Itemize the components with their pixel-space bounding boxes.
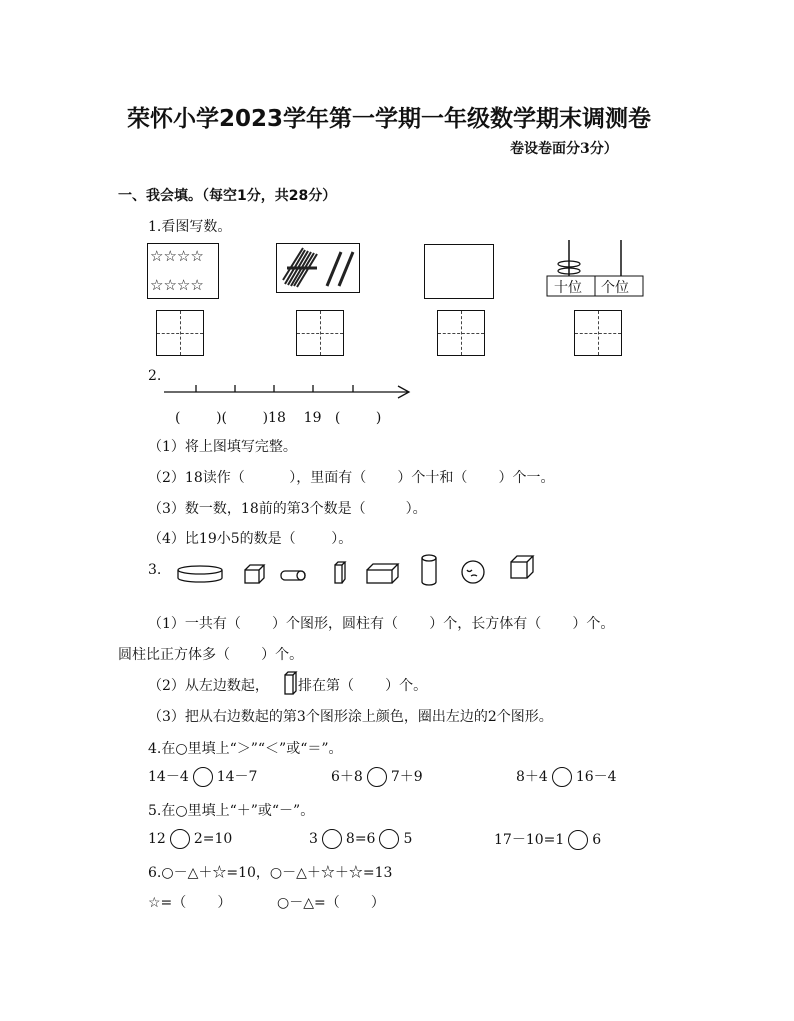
q6-label: 6.○－△＋☆=10，○－△＋☆＋☆=13 [148, 865, 393, 881]
q2-part3: （3）数一数，18前的第3个数是（ ）。 [148, 501, 427, 517]
page-subtitle: 卷设卷面分3分） [510, 141, 618, 157]
q3-part1-line2: 圆柱比正方体多（ ）个。 [118, 647, 304, 663]
compare-circle-3[interactable] [552, 767, 572, 787]
q5-expression-3 [494, 829, 601, 850]
q5-expression-1 [148, 829, 232, 849]
stars-row-1: ☆☆☆☆ [150, 247, 204, 265]
operator-circle-2[interactable] [322, 829, 342, 849]
operator-circle-4[interactable] [568, 830, 588, 850]
q5-label: 5.在○里填上“＋”或“－”。 [148, 803, 315, 819]
answer-grid-2[interactable] [296, 310, 344, 356]
q4-e1-left: 14－4 [148, 769, 189, 785]
q2-part2: （2）18读作（ ），里面有（ ）个十和（ ）个一。 [148, 470, 555, 486]
q4-e3-left: 8＋4 [516, 769, 548, 785]
q5-expression-2 [309, 829, 412, 849]
q2-part1: （1）将上图填写完整。 [148, 439, 297, 455]
q5-e1-left: 12 [148, 831, 166, 847]
q4-expression-1 [148, 766, 257, 787]
abacus-ones-label: 个位 [601, 280, 629, 296]
q4-expression-3 [516, 766, 617, 787]
sticks-picture [276, 243, 360, 293]
q4-expression-2 [331, 766, 423, 787]
answer-grid-1[interactable] [156, 310, 204, 356]
q1-label: 1.看图写数。 [148, 219, 232, 235]
q3-part2-before: （2）从左边数起， [148, 678, 269, 694]
q2-part4: （4）比19小5的数是（ ）。 [148, 531, 353, 547]
q4-e1-right: 14－7 [216, 769, 258, 785]
q6-answer-star: ☆=（ ） [148, 895, 232, 911]
compare-circle-2[interactable] [367, 767, 387, 787]
number-line-labels: ( )( )18 19 ( ) [175, 410, 382, 426]
q5-e1-right: 2=10 [193, 831, 233, 847]
thin-cuboid-icon [284, 670, 298, 696]
q5-e2-left: 3 [309, 831, 318, 847]
section-heading: 一、我会填。（每空1分，共28分） [118, 188, 337, 204]
q3-label: 3. [148, 562, 162, 578]
number-line [160, 382, 420, 402]
compare-circle-1[interactable] [193, 767, 213, 787]
q5-e3-right: 6 [592, 832, 602, 848]
page-title: 荣怀小学2023学年第一学期一年级数学期末调测卷 [127, 106, 652, 132]
q2-label: 2. [148, 368, 162, 384]
q5-e3-left: 17－10=1 [494, 832, 565, 848]
q6-answer-diff: ○－△=（ ） [277, 895, 385, 911]
blank-picture [424, 244, 494, 299]
answer-grid-3[interactable] [437, 310, 485, 356]
q3-part3: （3）把从右边数起的第3个图形涂上颜色，圈出左边的2个图形。 [148, 709, 553, 725]
q4-e2-right: 7＋9 [390, 769, 423, 785]
q4-e2-left: 6＋8 [331, 769, 363, 785]
q5-e2-right: 5 [403, 831, 413, 847]
q5-e2-middle: 8=6 [345, 831, 376, 847]
q3-part2-after: 排在第（ ）个。 [298, 678, 428, 694]
abacus-tens-label: 十位 [554, 280, 582, 296]
stars-picture [147, 243, 219, 299]
stick-bundle-icon [277, 244, 361, 294]
operator-circle-1[interactable] [170, 829, 190, 849]
stars-row-2: ☆☆☆☆ [150, 276, 204, 294]
q4-label: 4.在○里填上“＞”“＜”或“＝”。 [148, 741, 343, 757]
q4-e3-right: 16－4 [575, 769, 617, 785]
solid-shapes-row [170, 548, 570, 588]
operator-circle-3[interactable] [379, 829, 399, 849]
answer-grid-4[interactable] [574, 310, 622, 356]
q3-part1-line1: （1）一共有（ ）个图形，圆柱有（ ）个，长方体有（ ）个。 [148, 616, 615, 632]
